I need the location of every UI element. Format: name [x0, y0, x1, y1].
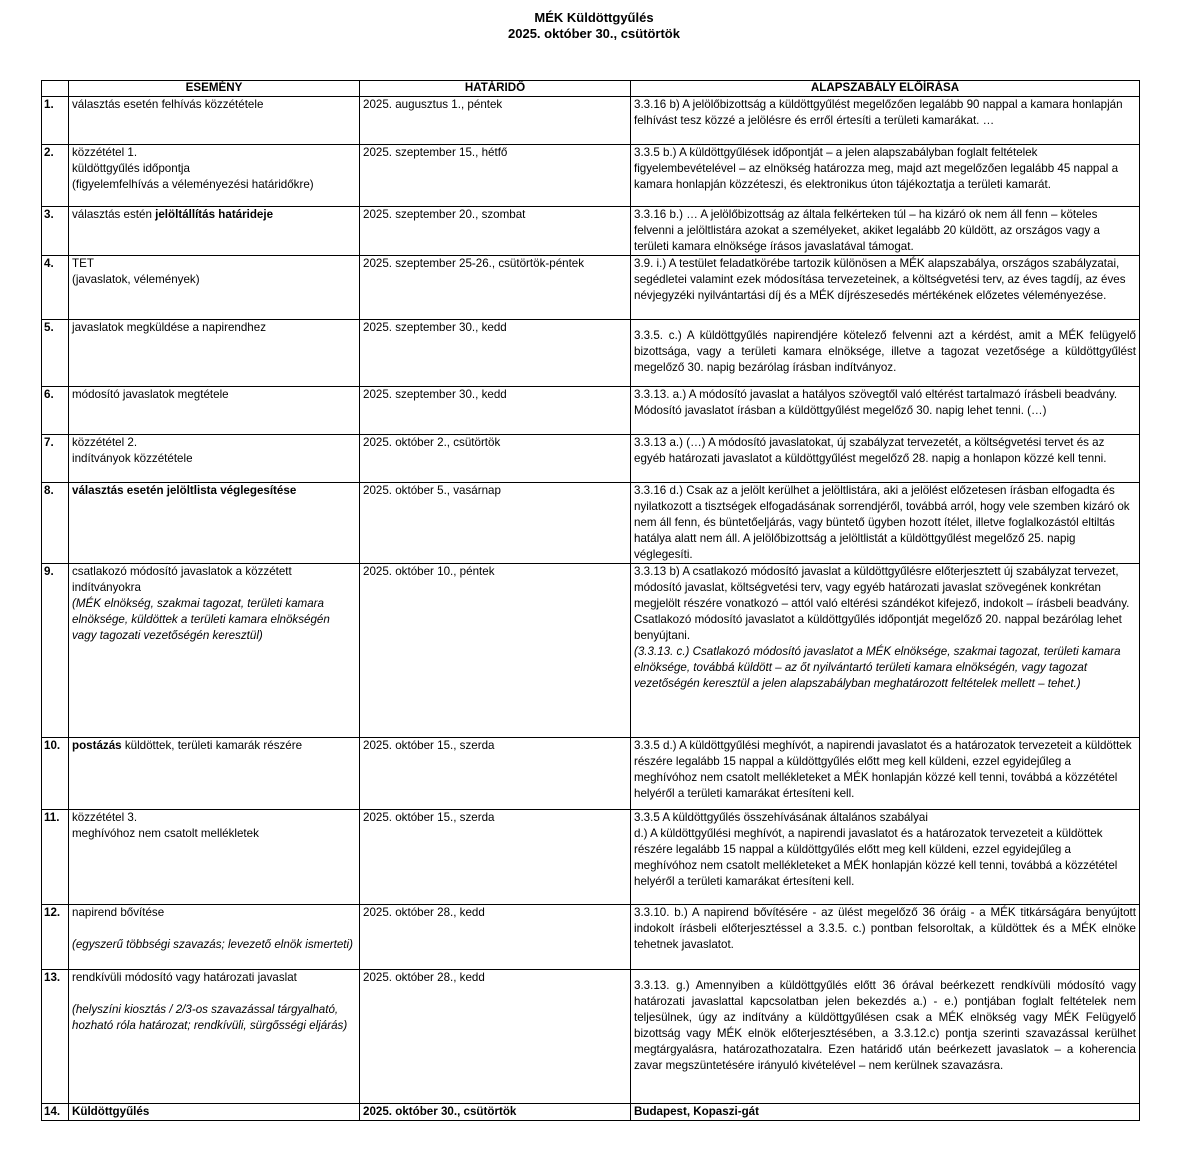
- row-number: 9.: [42, 564, 69, 738]
- rule-cell: [631, 207, 1140, 256]
- event-text: indítványok közzététele: [72, 452, 193, 465]
- rule-text: 3.3.16 b) A jelölőbizottság a küldöttgyűlést megelőzően legalább 90 nappal a kamara honlapján felhívást tesz közzé a jelölésre és erről értesíti a területi kamarákat. …: [634, 98, 1123, 127]
- event-cell: [69, 435, 360, 483]
- event-cell: [69, 738, 360, 810]
- event-text: rendkívüli módosító vagy határozati javaslat: [72, 971, 297, 984]
- rule-text: 3.3.13. a.) A módosító javaslat a hatályos szövegtől való eltérést tartalmazó írásbeli beadvány. Módosító javaslatot írásban a küldöttgyűlést megelőző 30. napig lehet tenni. (…): [634, 388, 1118, 417]
- deadline-cell: 2025. október 28., kedd: [360, 970, 631, 1104]
- row-number: 1.: [42, 97, 69, 145]
- rule-cell: [631, 1104, 1140, 1121]
- event-cell: [69, 1104, 360, 1121]
- event-cell: [69, 483, 360, 564]
- rule-cell: [631, 320, 1140, 387]
- title-line-1: MÉK Küldöttgyűlés: [534, 10, 654, 25]
- header-num: [42, 81, 69, 97]
- rule-text: 3.3.5 d.) A küldöttgyűlési meghívót, a napirendi javaslatot és a határozatok tervezeteit a küldöttek részére legalább 15 nappal a küldöttgyűlés előtt meg kell küldeni, ezzel egyidejűleg a meghívóhoz nem csatolt mellékleteket a MÉK honlapján közzé kell tenni, továbbá a közzététel helyéről a területi kamarákat értesíteni kell.: [634, 739, 1132, 800]
- table-row: [42, 97, 1140, 145]
- rule-cell: [631, 905, 1140, 970]
- table-row: [42, 970, 1140, 1104]
- deadline-cell: 2025. október 15., szerda: [360, 738, 631, 810]
- event-text: (javaslatok, vélemények): [72, 273, 200, 286]
- event-text: Küldöttgyűlés: [72, 1105, 150, 1118]
- event-text: módosító javaslatok megtétele: [72, 388, 229, 401]
- event-text: választás estén: [72, 208, 156, 221]
- rule-text: 3.3.5 A küldöttgyűlés összehívásának általános szabályai: [634, 811, 928, 824]
- rule-text: 3.3.16 d.) Csak az a jelölt kerülhet a jelöltlistára, aki a jelölést előzetesen írásban elfogadta és nyilatkozott a tisztségek elfogadásának sorrendjéről, továbbá arról, hogy vele szemben kizáró ok nem áll fenn, és büntetőeljárás, vagy büntető ügyben hozott ítélet, illetve foglalkozástól eltiltás hatálya alatt nem áll. A jelölőbizottság a jelöltlistát a küldöttgyűlést megelőző 25. napig véglegesíti.: [634, 484, 1130, 561]
- deadline-cell: 2025. október 28., kedd: [360, 905, 631, 970]
- table-row: [42, 207, 1140, 256]
- event-text: küldöttgyűlés időpontja: [72, 162, 190, 175]
- event-text: (helyszíni kiosztás / 2/3-os szavazással tárgyalható, hozható róla határozat; rendkívüli, sürgősségi eljárás): [72, 1003, 348, 1032]
- rule-text: 3.3.16 b.) … A jelölőbizottság az általa felkérteken túl – ha kizáró ok nem áll fenn – köteles felvenni a jelöltlistára azokat a személyeket, akiket legalább 20 küldött, az országos vagy a területi kamara elnöksége írásos javaslatával támogat.: [634, 208, 1100, 253]
- table-row: [42, 145, 1140, 207]
- rule-cell: [631, 738, 1140, 810]
- deadline-cell: 2025. október 2., csütörtök: [360, 435, 631, 483]
- event-text: postázás: [72, 739, 122, 752]
- rule-text: 3.9. i.) A testület feladatkörébe tartozik különösen a MÉK alapszabálya, országos szabályzatai, segédletei valamint ezek módosítása tervezeteinek, a költségvetési terv, az éves tagdíj, az éves névjegyzéki nyilvántartási díj és a MÉK díjrészesedés mértékének előzetes véleményezése.: [634, 257, 1126, 302]
- row-number: 14.: [42, 1104, 69, 1121]
- rule-cell: [631, 970, 1140, 1104]
- table-row: [42, 810, 1140, 905]
- rule-cell: [631, 810, 1140, 905]
- row-number: 12.: [42, 905, 69, 970]
- rule-cell: [631, 435, 1140, 483]
- event-cell: [69, 256, 360, 320]
- rule-cell: [631, 387, 1140, 435]
- event-cell: [69, 970, 360, 1104]
- deadline-cell: 2025. szeptember 25-26., csütörtök-péntek: [360, 256, 631, 320]
- event-cell: [69, 97, 360, 145]
- event-text: (MÉK elnökség, szakmai tagozat, területi kamara elnöksége, küldöttek a területi kamara elnökségén vagy tagozati vezetőségén keresztül): [72, 597, 330, 642]
- table-row: [42, 905, 1140, 970]
- event-text: (figyelemfelhívás a véleményezési határidőkre): [72, 178, 314, 191]
- table-body: [42, 97, 1140, 1121]
- table-header-row: [42, 81, 1140, 97]
- table-row: [42, 320, 1140, 387]
- rule-cell: [631, 256, 1140, 320]
- event-cell: [69, 387, 360, 435]
- table-row: [42, 387, 1140, 435]
- rule-text: 3.3.10. b.) A napirend bővítésére - az ülést megelőző 36 óráig - a MÉK titkárságára benyújtott indokolt írásbeli előterjesztéssel a 3.3.5. c.) pontban felsoroltak, a küldöttek és a MÉK elnöke tehetnek javaslatot.: [634, 906, 1136, 951]
- row-number: 7.: [42, 435, 69, 483]
- event-text: (egyszerű többségi szavazás; levezető elnök ismerteti): [72, 938, 353, 951]
- table-row: [42, 564, 1140, 738]
- rule-cell: [631, 564, 1140, 738]
- header-event: ESEMÉNY: [69, 81, 360, 97]
- event-cell: [69, 905, 360, 970]
- rule-text: 3.3.13 b) A csatlakozó módosító javaslat a küldöttgyűlésre előterjesztett új szabályzat tervezet, módosító javaslat, költségvetési terv, vagy egyéb határozati javaslat szövegének konkrétan megjelölt részére vonatkozó – attól való eltérési szándékot kifejező, indokolt – írásbeli beadvány. Csatlakozó módosító javaslatot a küldöttgyűlés időpontját megelőző 20. nappal bezárólag lehet benyújtani.: [634, 565, 1130, 642]
- rule-text: 3.3.5. c.) A küldöttgyűlés napirendjére kötelező felvenni azt a kérdést, amit a MÉK felügyelő bizottsága, vagy a területi kamara elnöksége, illetve a tagozat vezetősége a küldöttgyűlést megelőző 30. napig bezárólag írásban indítványoz.: [634, 329, 1136, 374]
- row-number: 10.: [42, 738, 69, 810]
- row-number: 5.: [42, 320, 69, 387]
- event-text: meghívóhoz nem csatolt mellékletek: [72, 827, 259, 840]
- deadline-cell: 2025. október 10., péntek: [360, 564, 631, 738]
- deadline-cell: 2025. augusztus 1., péntek: [360, 97, 631, 145]
- event-text: közzététel 1.: [72, 146, 138, 159]
- event-text: közzététel 2.: [72, 436, 138, 449]
- deadline-cell: 2025. október 30., csütörtök: [360, 1104, 631, 1121]
- event-text: TET: [72, 257, 94, 270]
- table-row: [42, 483, 1140, 564]
- row-number: 2.: [42, 145, 69, 207]
- title-line-2: 2025. október 30., csütörtök: [508, 26, 680, 41]
- rule-text: Budapest, Kopaszi-gát: [634, 1105, 759, 1118]
- row-number: 11.: [42, 810, 69, 905]
- header-deadline: HATÁRIDŐ: [360, 81, 631, 97]
- rule-cell: [631, 145, 1140, 207]
- rule-text: d.) A küldöttgyűlési meghívót, a napirendi javaslatot és a határozatok tervezeteit a küldöttek részére legalább 15 nappal a küldöttgyűlés előtt meg kell küldeni, ezzel egyidejűleg a meghívóhoz nem csatolt mellékleteket a MÉK honlapján közzé kell tenni, továbbá a közzététel helyéről a területi kamarákat értesíteni kell.: [634, 827, 1118, 888]
- event-text: választás esetén jelöltlista véglegesítése: [72, 484, 297, 497]
- deadline-cell: 2025. október 5., vasárnap: [360, 483, 631, 564]
- deadline-cell: 2025. szeptember 15., hétfő: [360, 145, 631, 207]
- event-text: napirend bővítése: [72, 906, 165, 919]
- rule-text: 3.3.5 b.) A küldöttgyűlések időpontját – a jelen alapszabályban foglalt feltételek figyelembevételével – az elnökség határozza meg, majd azt megelőzően legalább 45 nappal a kamara honlapján közzéteszi, és elektronikus úton tájékoztatja a területi kamarát.: [634, 146, 1119, 191]
- table-row: [42, 738, 1140, 810]
- table-row: [42, 435, 1140, 483]
- event-text: közzététel 3.: [72, 811, 138, 824]
- event-text: jelöltállítás határideje: [155, 208, 274, 221]
- rule-text: 3.3.13 a.) (…) A módosító javaslatokat, új szabályzat tervezetét, a költségvetési tervet és az egyéb határozati javaslatot a küldöttgyűlést megelőző 28. napig a honlapon közzé kell tenni.: [634, 436, 1107, 465]
- rule-cell: [631, 97, 1140, 145]
- deadline-cell: 2025. szeptember 30., kedd: [360, 320, 631, 387]
- event-cell: [69, 145, 360, 207]
- rule-text: 3.3.13. g.) Amennyiben a küldöttgyűlés előtt 36 órával beérkezett rendkívüli módosító vagy határozati javaslattal kapcsolatban jelen bekezdés a.) - e.) pontjában foglalt feltételek nem teljesülnek, úgy az indítvány a küldöttgyűlésen csak a MÉK elnökség vagy MÉK Felügyelő bizottság vagy MÉK elnök előterjesztésében, a 3.3.12.c) pontja szerinti szavazással kerülhet megtárgyalásra, határozathozatalra. Ezen határidő után beérkezett javaslatok – a koherencia zavar megszüntetésére irányuló kivételével – nem kerülnek szavazásra.: [634, 979, 1136, 1072]
- deadline-cell: 2025. szeptember 20., szombat: [360, 207, 631, 256]
- event-text: küldöttek, területi kamarák részére: [121, 739, 303, 752]
- row-number: 13.: [42, 970, 69, 1104]
- table-row: [42, 1104, 1140, 1121]
- deadline-cell: 2025. szeptember 30., kedd: [360, 387, 631, 435]
- row-number: 8.: [42, 483, 69, 564]
- row-number: 6.: [42, 387, 69, 435]
- header-rule: ALAPSZABÁLY ELŐÍRÁSA: [631, 81, 1140, 97]
- event-text: javaslatok megküldése a napirendhez: [72, 321, 266, 334]
- event-cell: [69, 207, 360, 256]
- table-row: [42, 256, 1140, 320]
- deadline-cell: 2025. október 15., szerda: [360, 810, 631, 905]
- event-text: választás esetén felhívás közzététele: [72, 98, 264, 111]
- document-title: [0, 10, 1188, 42]
- rule-cell: [631, 483, 1140, 564]
- event-cell: [69, 810, 360, 905]
- row-number: 3.: [42, 207, 69, 256]
- event-text: csatlakozó módosító javaslatok a közzétett indítványokra: [72, 565, 292, 594]
- event-cell: [69, 564, 360, 738]
- event-cell: [69, 320, 360, 387]
- rule-text: (3.3.13. c.) Csatlakozó módosító javaslatot a MÉK elnöksége, szakmai tagozat, területi kamara elnöksége, továbbá küldött – az őt nyilvántartó területi kamara elnökségén, vagy tagozat vezetőségén keresztül a jelen alapszabályban meghatározott feltételek mellett – tehet.): [634, 645, 1121, 690]
- schedule-table: [41, 80, 1140, 1121]
- row-number: 4.: [42, 256, 69, 320]
